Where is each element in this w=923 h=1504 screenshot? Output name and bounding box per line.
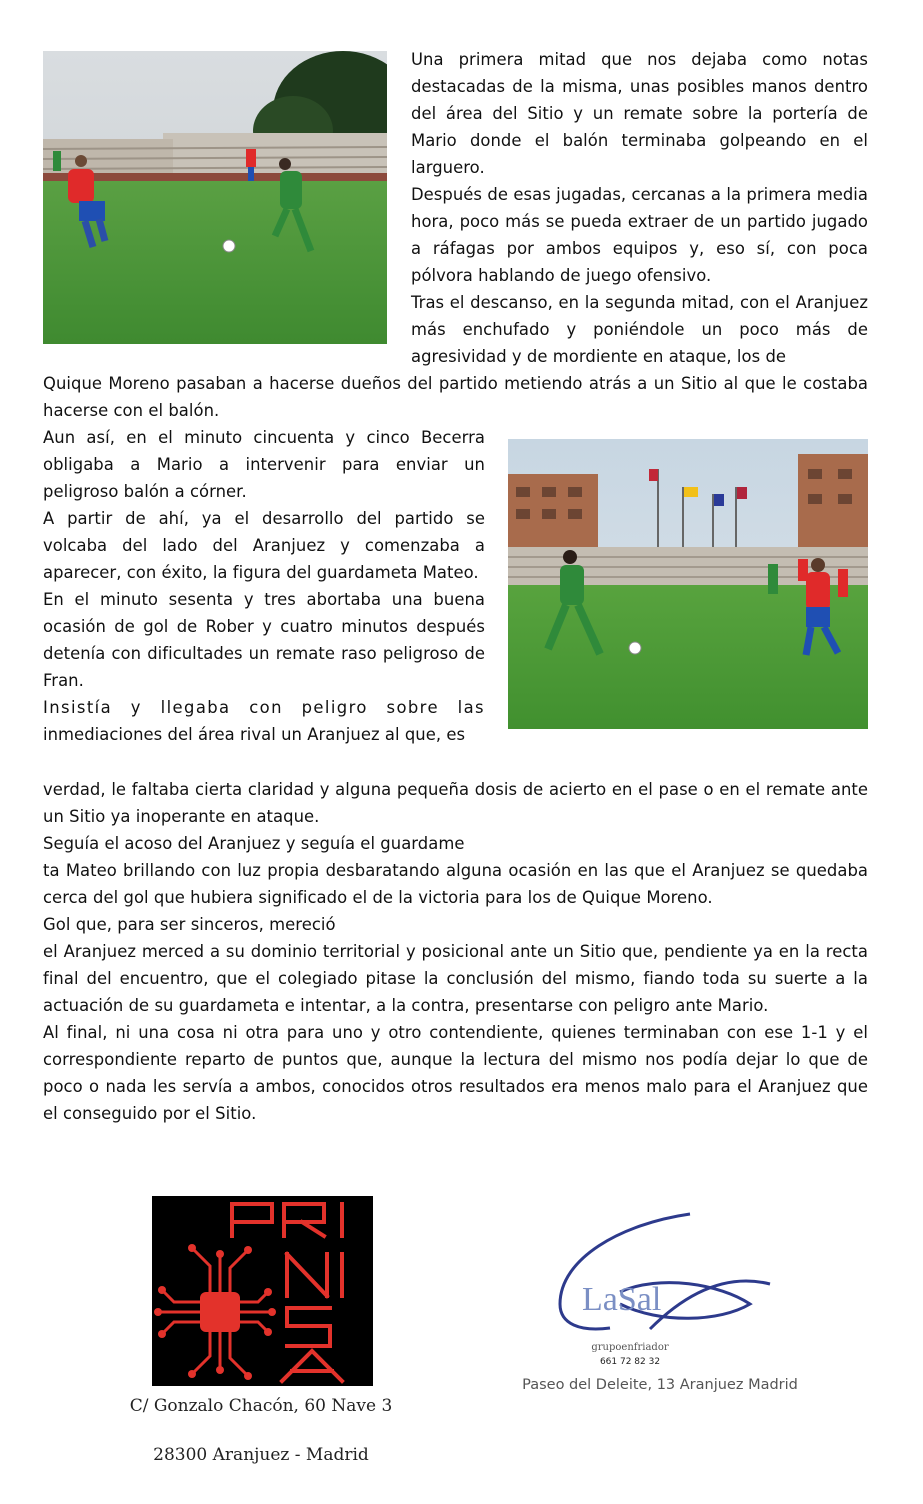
paragraph-7-line-1: Insistía y llegaba con peligro sobre las — [43, 698, 485, 717]
paragraph-8-end: ta Mateo brillando con luz propia desbaratando alguna ocasión en las que el Aranjuez se quedaba cerca del gol que hubiera significado el de la victoria para los de Quique Moreno. — [43, 861, 868, 907]
lasal-wordmark: LaSal — [582, 1281, 662, 1318]
paragraph-3-end: Quique Moreno pasaban a hacerse dueños del partido metiendo atrás a un Sitio al que le costaba hacerse con el balón. — [43, 374, 868, 420]
match-photo-2 — [508, 439, 868, 729]
article-full-width-1 — [43, 370, 868, 424]
lasal-subtitle: grupoenfriador — [591, 1342, 669, 1353]
article-column-right — [411, 46, 868, 370]
paragraph-9-end: el Aranjuez merced a su dominio territorial y posicional ante un Sitio que, pendiente ya en la recta final del encuentro, que el colegiado pitase la conclusión del mismo, fiando toda su suerte a la actuación de su guardameta e intentar, a la contra, presentarse con peligro ante Mario. — [43, 942, 868, 1015]
paragraph-8-start: Seguía el acoso del Aranjuez y seguía el guardame — [43, 834, 465, 853]
paragraph-7-end: verdad, le faltaba cierta claridad y alguna pequeña dosis de acierto en el pase o en el remate ante un Sitio ya inoperante en ataque. — [43, 780, 868, 826]
paragraph-1: Una primera mitad que nos dejaba como notas destacadas de la misma, unas posibles manos dentro del área del Sitio y un remate sobre la portería de Mario donde el balón terminaba golpeando en el larguero. — [411, 50, 868, 177]
paragraph-5: A partir de ahí, ya el desarrollo del partido se volcaba del lado del Aranjuez y comenzaba a aparecer, con éxito, la figura del guardameta Mateo. — [43, 509, 485, 582]
paragraph-6: En el minuto sesenta y tres abortaba una buena ocasión de gol de Rober y cuatro minutos después detenía con dificultades un remate raso peligroso de Fran. — [43, 590, 485, 690]
paragraph-10: Al final, ni una cosa ni otra para uno y otro contendiente, quienes terminaban con ese 1-1 y el correspondiente reparto de puntos que, aunque la lectura del mismo nos podía dejar lo que de poco o nada les servía a ambos, conocidos otros resultados era menos malo para el Aranjuez que el conseguido por el Sitio. — [43, 1023, 868, 1123]
lasal-phone: 661 72 82 32 — [599, 1357, 661, 1367]
paragraph-7-line-2: inmediaciones del área rival un Aranjuez al que, es — [43, 725, 466, 744]
match-photo-1 — [43, 51, 387, 344]
paragraph-3-start: Tras el descanso, en la segunda mitad, con el Aranjuez más enchufado y poniéndole un poco más de agresividad y de mordiente en ataque, los de — [411, 293, 868, 366]
paragraph-9-start: Gol que, para ser sinceros, mereció — [43, 915, 336, 934]
prinsa-logo — [152, 1196, 373, 1386]
article-full-width-2 — [43, 776, 868, 1127]
paragraph-2: Después de esas jugadas, cercanas a la primera media hora, poco más se pueda extraer de un partido jugado a ráfagas por ambos equipos y, eso sí, con poca pólvora hablando de juego ofensivo. — [411, 185, 868, 285]
prinsa-address-line-2: 28300 Aranjuez - Madrid — [153, 1445, 369, 1465]
article-column-left — [43, 424, 485, 748]
prinsa-address-line-1: C/ Gonzalo Chacón, 60 Nave 3 — [129, 1396, 393, 1416]
lasal-logo — [500, 1204, 820, 1404]
lasal-address: Paseo del Deleite, 13 Aranjuez Madrid — [522, 1377, 798, 1393]
paragraph-4: Aun así, en el minuto cincuenta y cinco Becerra obligaba a Mario a intervenir para enviar un peligroso balón a córner. — [43, 428, 485, 501]
